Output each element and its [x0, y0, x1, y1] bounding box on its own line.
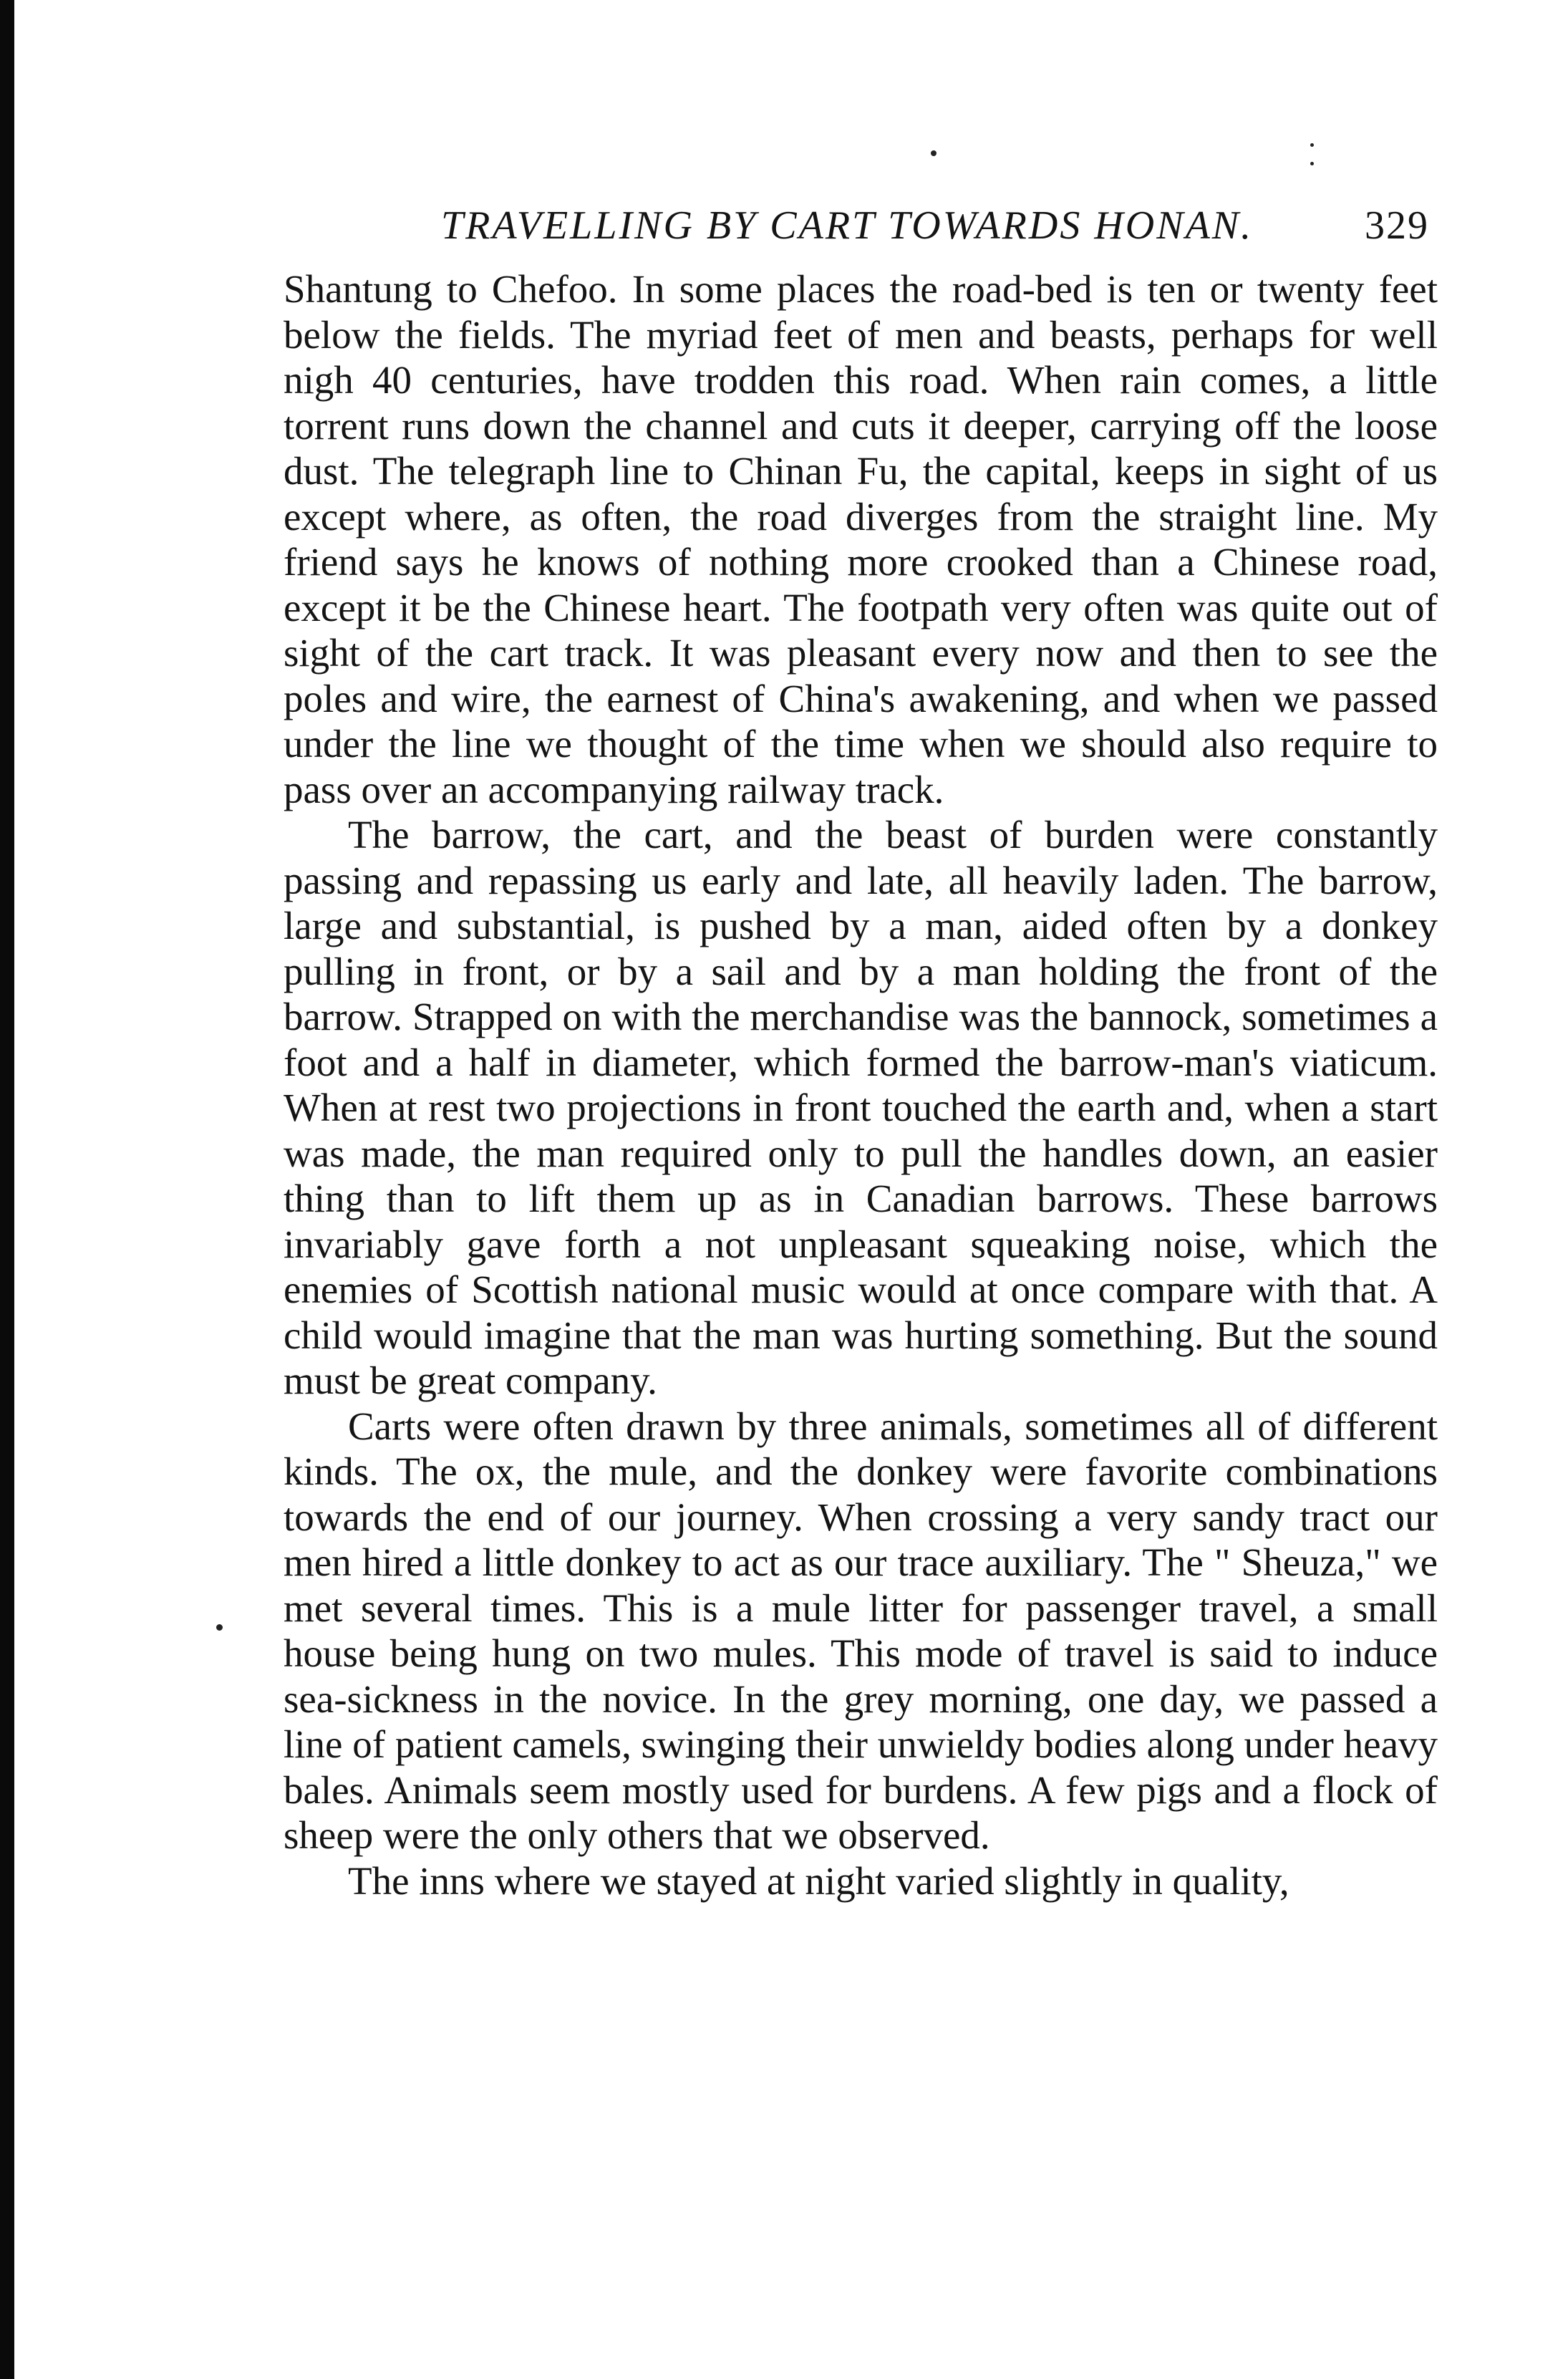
scan-speck — [1310, 143, 1314, 147]
scan-speck — [1310, 162, 1314, 165]
page-number: 329 — [1365, 203, 1429, 248]
paragraph-1: Shantung to Chefoo. In some places the road-bed is ten or twenty feet below the fields. The myriad feet of men and beasts, perhaps for well nigh 40 centuries, have trodden this road. When rain comes, a little torrent runs down the channel and cuts it deeper, carrying off the loose dust. The telegraph line to Chinan Fu, the capital, keeps in sight of us except where, as often, the road diverges from the straight line. My friend says he knows of nothing more crooked than a Chinese road, except it be the Chinese heart. The footpath very often was quite out of sight of the cart track. It was pleasant every now and then to see the poles and wire, the earnest of China's awakening, and when we passed under the line we thought of the time when we should also require to pass over an accompanying railway track. — [284, 267, 1438, 811]
paragraph-3: Carts were often drawn by three animals, sometimes all of different kinds. The ox, the mule, and the donkey were favorite combinations towards the end of our journey. When crossing a very sandy tract our men hired a little donkey to act as our trace auxiliary. The " Sheuza," we met several times. This is a mule litter for passenger travel, a small house being hung on two mules. This mode of travel is said to induce sea-sickness in the novice. In the grey morning, one day, we passed a line of patient camels, swinging their unwieldy bodies along under heavy bales. Animals seem mostly used for burdens. A few pigs and a flock of sheep were the only others that we observed. — [284, 1404, 1438, 1857]
running-head-title: TRAVELLING BY CART TOWARDS HONAN. — [441, 203, 1254, 248]
scan-speck — [931, 150, 937, 156]
body-text — [284, 266, 1438, 1903]
book-page — [284, 193, 1438, 1903]
paragraph-2: The barrow, the cart, and the beast of burden were constantly passing and repassing us early and late, all heavily laden. The barrow, large and substantial, is pushed by a man, aided often by a donkey pulling in front, or by a sail and by a man holding the front of the barrow. Strapped on with the merchandise was the bannock, sometimes a foot and a half in diameter, which formed the barrow-man's viaticum. When at rest two projections in front touched the earth and, when a start was made, the man required only to pull the handles down, an easier thing than to lift them up as in Canadian barrows. These barrows invariably gave forth a not unpleasant squeaking noise, which the enemies of Scottish national music would at once compare with that. A child would imagine that the man was hurting something. But the sound must be great company. — [284, 813, 1438, 1402]
running-head — [284, 193, 1438, 258]
paragraph-4: The inns where we stayed at night varied slightly in quality, — [348, 1858, 1289, 1903]
scan-edge — [0, 0, 14, 2379]
scan-speck — [216, 1624, 223, 1631]
